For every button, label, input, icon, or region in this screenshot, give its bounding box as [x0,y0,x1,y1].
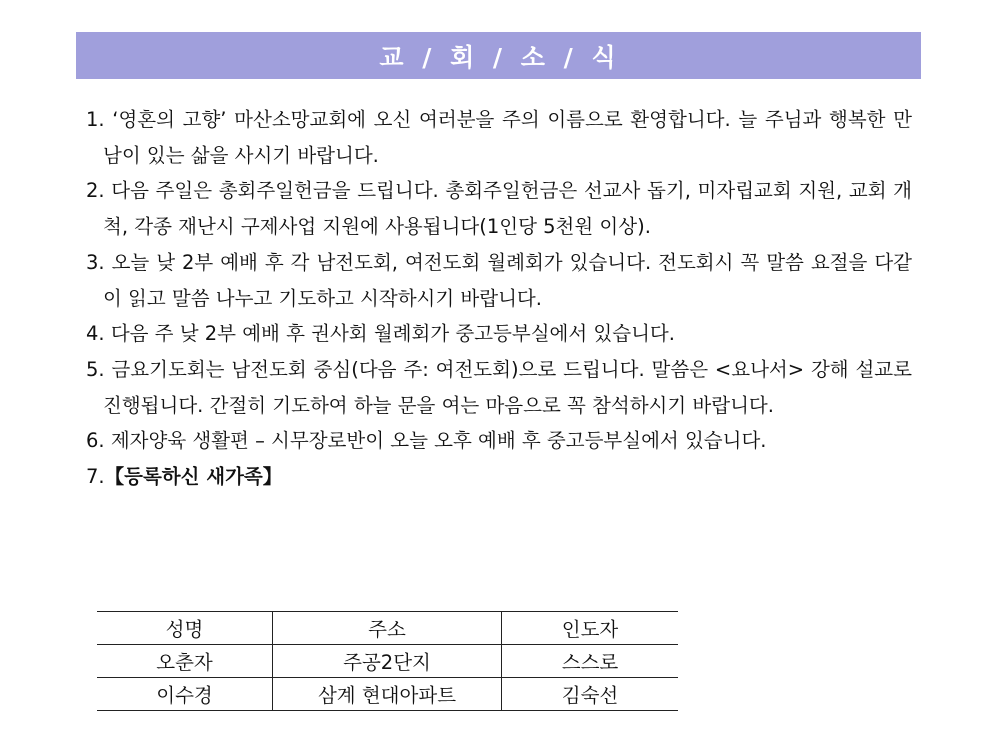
item-number: 6. [86,429,105,453]
item-number: 2. [86,179,105,203]
cell-address: 삼계 현대아파트 [273,678,502,711]
news-banner [76,32,921,79]
column-header-address: 주소 [273,612,502,645]
cell-name: 이수경 [97,678,273,711]
table-row [97,645,678,678]
item-number: 7. [86,465,105,489]
item-text: 다음 주일은 총회주일헌금을 드립니다. 총회주일헌금은 선교사 돕기, 미자립교회 지원, 교회 개척, 각종 재난시 구제사업 지원에 사용됩니다(1인당 5천원 이상). [103,179,912,239]
table-header-row [97,612,678,645]
announcement-item [86,352,912,423]
item-number: 3. [86,250,105,274]
cell-guide: 스스로 [502,645,679,678]
announcement-item [86,423,912,459]
registration-heading-line [86,459,912,495]
announcement-item [86,316,912,352]
item-text: ‘영혼의 고향’ 마산소망교회에 오신 여러분을 주의 이름으로 환영합니다. 늘 주님과 행복한 만남이 있는 삶을 사시기 바랍니다. [103,108,912,167]
item-text: 오늘 낮 2부 예배 후 각 남전도회, 여전도회 월례회가 있습니다. 전도회시 꼭 말씀 요절을 다같이 읽고 말씀 나누고 기도하고 시작하시기 바랍니다. [103,250,912,310]
column-header-name: 성명 [97,612,273,645]
column-header-guide: 인도자 [502,612,679,645]
announcement-item [86,173,912,244]
announcement-list [86,102,912,495]
announcement-item [86,245,912,316]
item-number: 4. [86,322,105,346]
cell-address: 주공2단지 [273,645,502,678]
cell-name: 오춘자 [97,645,273,678]
banner-title: 교 / 회 / 소 / 식 [379,42,618,72]
new-family-table [97,611,678,711]
table-row [97,678,678,711]
item-text: 제자양육 생활편 – 시무장로반이 오늘 오후 예배 후 중고등부실에서 있습니다. [110,429,767,453]
announcement-item [86,102,912,173]
item-text: 다음 주 낮 2부 예배 후 권사회 월례회가 중고등부실에서 있습니다. [110,322,675,346]
item-text: 금요기도회는 남전도회 중심(다음 주: 여전도회)으로 드립니다. 말씀은 <요나서> 강해 설교로 진행됩니다. 간절히 기도하여 하늘 문을 여는 마음으로 꼭 참석하시기 바랍니다. [103,357,912,417]
cell-guide: 김숙선 [502,678,679,711]
registration-heading: 【등록하신 새가족】 [104,465,283,489]
item-number: 5. [86,357,105,381]
item-number: 1. [86,108,105,131]
